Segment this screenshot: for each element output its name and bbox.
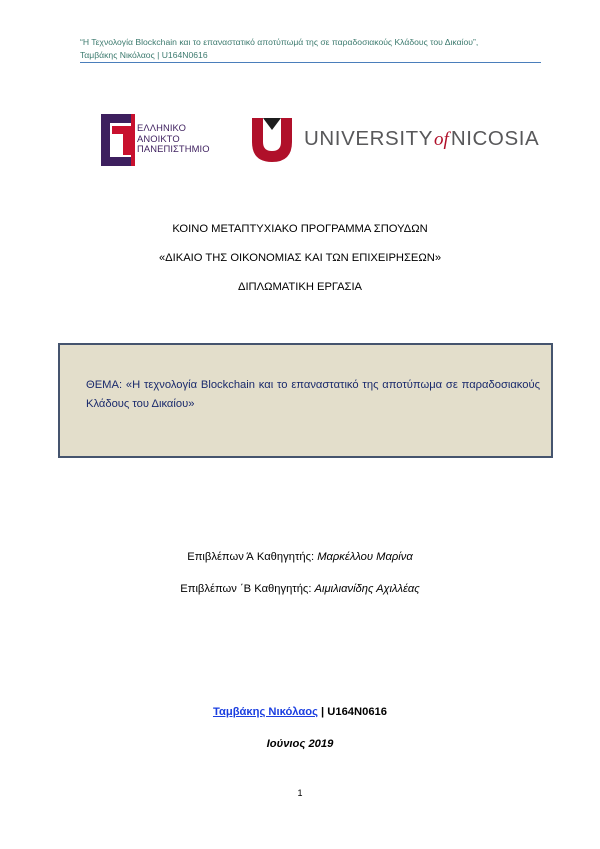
program-subject: «ΔΙΚΑΙΟ ΤΗΣ ΟΙΚΟΝΟΜΙΑΣ ΚΑΙ ΤΩΝ ΕΠΙΧΕΙΡΗΣΕΩΝ» bbox=[158, 252, 442, 264]
author-separator: | bbox=[321, 706, 325, 718]
header-citation-line1: “Η Τεχνολογία Blockchain και το επαναστατικό αποτύπωμά της σε παραδοσιακούς Κλάδους του Δικαίου”, bbox=[80, 37, 479, 47]
program-title: ΚΟΙΝΟ ΜΕΤΑΠΤΥΧΙΑΚΟ ΠΡΟΓΡΑΜΜΑ ΣΠΟΥΔΩΝ bbox=[172, 223, 428, 235]
first-supervisor-label: Επιβλέπων Ά Καθηγητής: bbox=[187, 551, 315, 563]
header-citation-line2: Ταμβάκης Νικόλαος | U164N0616 bbox=[80, 50, 208, 60]
hellenic-open-university-logo bbox=[101, 112, 241, 168]
author-student-id: U164N0616 bbox=[327, 706, 387, 718]
author-line bbox=[0, 706, 600, 718]
unic-word-university: UNIVERSITY bbox=[304, 127, 434, 150]
thesis-topic-box bbox=[58, 343, 553, 458]
second-supervisor bbox=[0, 583, 600, 595]
page-number: 1 bbox=[297, 788, 303, 798]
second-supervisor-name: Αιμιλιανίδης Αχιλλέας bbox=[314, 583, 420, 595]
document-type: ΔΙΠΛΩΜΑΤΙΚΗ ΕΡΓΑΣΙΑ bbox=[237, 281, 363, 293]
first-supervisor bbox=[0, 551, 600, 563]
hou-wordmark-line3: ΠΑΝΕΠΙΣΤΗΜΙΟ bbox=[137, 143, 210, 155]
hou-wordmark-line2: ΑΝΟΙΚΤΟ bbox=[137, 132, 180, 144]
author-name-link[interactable]: Ταμβάκης Νικόλαος bbox=[212, 706, 318, 718]
header-divider bbox=[80, 62, 541, 63]
hou-wordmark bbox=[137, 123, 210, 155]
university-of-nicosia-logo bbox=[252, 117, 542, 165]
unic-word-nicosia: NICOSIA bbox=[450, 127, 540, 150]
submission-date: Ιούνιος 2019 bbox=[266, 738, 334, 750]
unic-word-of: of bbox=[434, 129, 449, 150]
hou-wordmark-line1: ΕΛΛΗΝΙΚΟ bbox=[137, 122, 186, 133]
first-supervisor-name: Μαρκέλλου Μαρίνα bbox=[317, 551, 413, 563]
unic-shield-icon bbox=[252, 118, 292, 162]
running-header bbox=[80, 36, 540, 62]
thesis-topic-text: ΘΕΜΑ: «Η τεχνολογία Blockchain και το επαναστατικό της αποτύπωμα σε παραδοσιακούς Κλάδους του Δικαίου» bbox=[86, 379, 540, 410]
hou-emblem-icon bbox=[101, 114, 135, 166]
unic-wordmark bbox=[304, 127, 539, 151]
second-supervisor-label: Επιβλέπων ΄Β Καθηγητής: bbox=[180, 583, 312, 595]
